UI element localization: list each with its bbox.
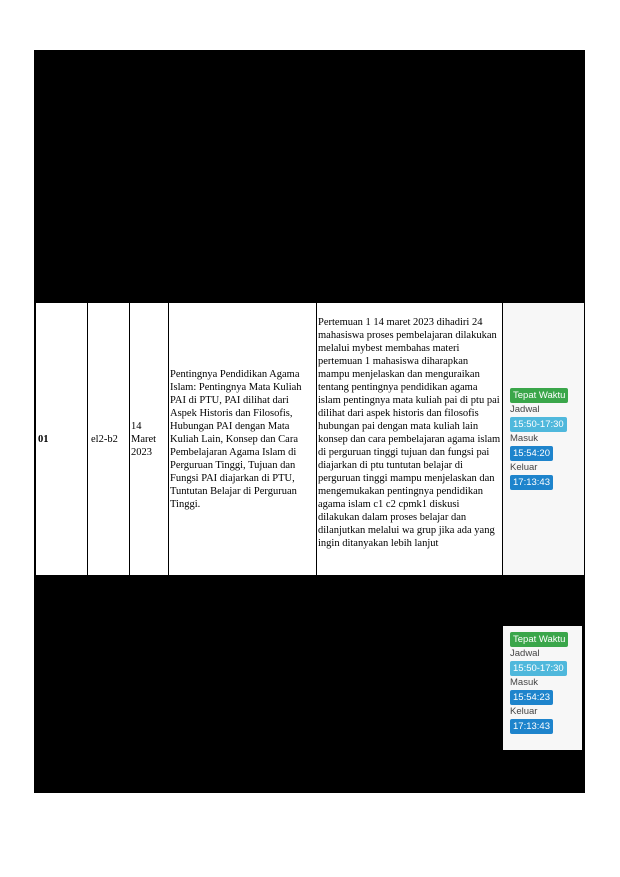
date-year: 2023	[131, 446, 152, 458]
schedule-badge: 15:50-17:30	[510, 417, 567, 432]
check-out-badge: 17:13:43	[510, 475, 553, 490]
status-badge: Tepat Waktu	[510, 632, 568, 647]
check-in-badge: 15:54:20	[510, 446, 553, 461]
check-out-badge: 17:13:43	[510, 719, 553, 734]
meeting-notes: Pertemuan 1 14 maret 2023 dihadiri 24 mahasiswa proses pembelajaran dilakukan melalui mybest membahas materi pertemuan 1 mahasiswa diharapkan mampu menjelaskan dan menguraikan tentang pentingnya pendidikan agama islam pentingnya mata kuliah pai di ptu pai dilihat dari aspek historis dan filosofis hubungan pai dengan mata kuliah lain konsep dan cara pembelajaran agama islam di perguruan tinggi tujuan dan fungsi pai diajarkan di ptu tuntutan belajar di perguruan tinggi mampu menjelaskan dan mengemukakan pentingnya pendidikan agama islam c1 c2 cpmk1 diskusi dilakukan dalam proses belajar dan dilanjutkan melalui wa grup jika ada yang ingin ditanyakan lebih lanjut	[317, 303, 503, 576]
check-in-badge: 15:54:23	[510, 690, 553, 705]
class-code: el2-b2	[88, 303, 130, 576]
meeting-date	[130, 303, 169, 576]
check-in-label: Masuk	[510, 677, 538, 688]
material-topic: Pentingnya Pendidikan Agama Islam: Pentingnya Mata Kuliah PAI di PTU, PAI dilihat dari Aspek Historis dan Filosofis, Hubungan PAI dengan Mata Kuliah Lain, Konsep dan Cara Pembelajaran Agama Islam di Perguruan Tinggi, Tujuan dan Fungsi PAI diajarkan di PTU, Tuntutan Belajar di Perguruan Tinggi.	[169, 303, 317, 576]
attendance-info	[510, 632, 582, 734]
check-out-label: Keluar	[510, 706, 538, 717]
schedule-label: Jadwal	[510, 648, 540, 659]
check-in-label: Masuk	[510, 433, 538, 444]
meeting-number: 01	[36, 303, 88, 576]
table-row	[36, 303, 585, 576]
status-badge: Tepat Waktu	[510, 388, 568, 403]
schedule-label: Jadwal	[510, 404, 540, 415]
date-month: Maret	[131, 433, 157, 445]
attendance-card	[503, 626, 582, 750]
schedule-badge: 15:50-17:30	[510, 661, 567, 676]
meeting-table	[35, 302, 585, 576]
check-out-label: Keluar	[510, 462, 538, 473]
attendance-cell	[503, 303, 585, 576]
attendance-info	[510, 388, 583, 490]
date-day: 14	[131, 420, 142, 432]
